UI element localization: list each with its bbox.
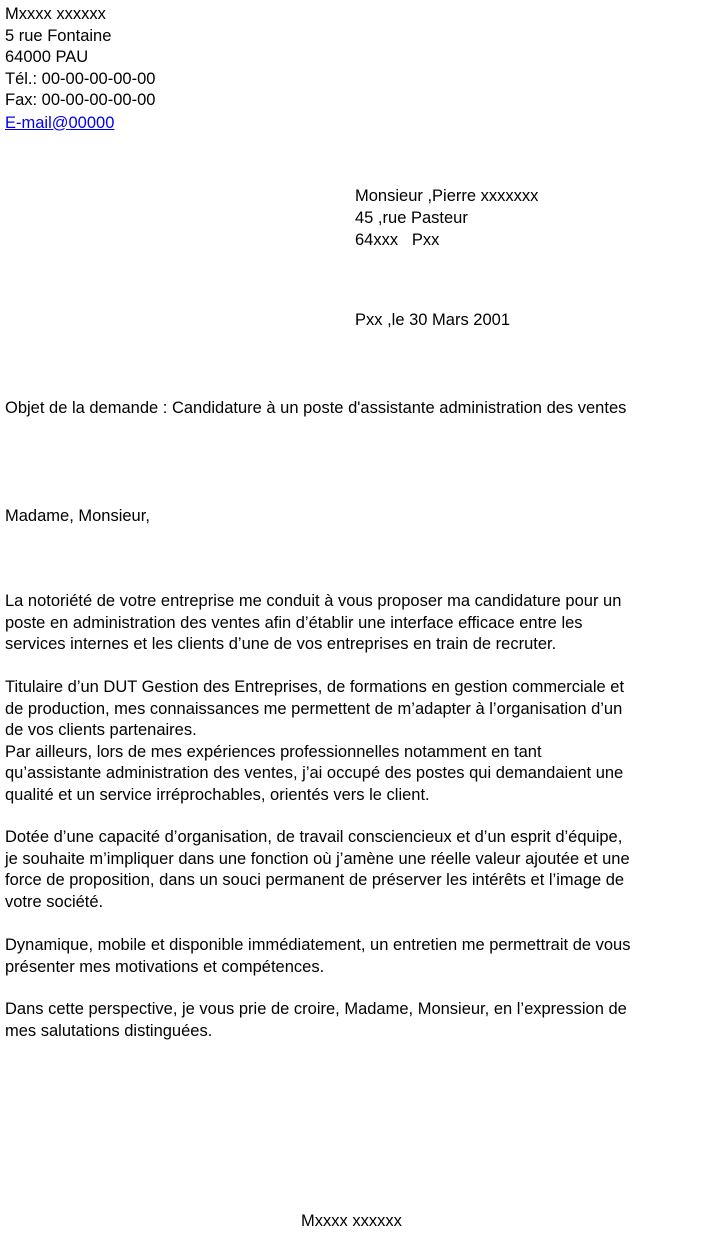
recipient-name: Monsieur ,Pierre xxxxxxx (355, 187, 539, 205)
paragraph-line: Dans cette perspective, je vous prie de croire, Madame, Monsieur, en l’expression de (5, 1000, 627, 1018)
paragraph-4 (5, 935, 716, 978)
paragraph-1 (5, 591, 716, 656)
paragraph-5 (5, 999, 716, 1042)
paragraph-line: Dynamique, mobile et disponible immédiatement, un entretien me permettrait de vous (5, 936, 631, 954)
sender-name: Mxxxx xxxxxx (5, 5, 106, 23)
paragraph-line: mes salutations distinguées. (5, 1021, 213, 1040)
paragraph-line: qualité et un service irréprochables, orientés vers le client. (5, 785, 430, 804)
place-date: Pxx ,le 30 Mars 2001 (355, 311, 510, 329)
signature: Mxxxx xxxxxx (301, 1212, 402, 1230)
paragraph-line: La notoriété de votre entreprise me conduit à vous proposer ma candidature pour un (5, 592, 622, 610)
paragraph-3 (5, 827, 716, 913)
sender-street: 5 rue Fontaine (5, 26, 112, 45)
sender-fax: Fax: 00-00-00-00-00 (5, 91, 156, 109)
paragraph-line: de production, mes connaissances me permettent de m’adapter à l’organisation d’un (5, 699, 623, 718)
sender-city: 64000 PAU (5, 48, 89, 66)
salutation: Madame, Monsieur, (5, 507, 150, 525)
paragraph-line: présenter mes motivations et compétences. (5, 957, 325, 976)
sender-phone: Tél.: 00-00-00-00-00 (5, 69, 156, 88)
paragraph-line: poste en administration des ventes afin d’établir une interface efficace entre les (5, 613, 583, 632)
paragraph-line: qu’assistante administration des ventes, j’ai occupé des postes qui demandaient une (5, 764, 624, 782)
paragraph-2 (5, 677, 716, 806)
paragraph-line: Par ailleurs, lors de mes expériences professionnelles notamment en tant (5, 742, 542, 761)
recipient-city: 64xxx Pxx (355, 231, 440, 249)
sender-email-link[interactable]: E-mail@00000 (5, 113, 115, 132)
recipient-street: 45 ,rue Pasteur (355, 208, 468, 227)
paragraph-line: votre société. (5, 892, 104, 911)
paragraph-line: Titulaire d’un DUT Gestion des Entreprises, de formations en gestion commerciale et (5, 678, 625, 696)
paragraph-line: services internes et les clients d’une de vos entreprises en train de recruter. (5, 635, 557, 653)
paragraph-line: Dotée d’une capacité d’organisation, de travail consciencieux et d’un esprit d’équipe, (5, 828, 623, 846)
paragraph-line: force de proposition, dans un souci permanent de préserver les intérêts et l’image de (5, 871, 625, 889)
paragraph-line: de vos clients partenaires. (5, 721, 197, 739)
subject-line: Objet de la demande : Candidature à un poste d'assistante administration des ventes (5, 399, 627, 417)
paragraph-line: je souhaite m’impliquer dans une fonction où j’amène une réelle valeur ajoutée et une (5, 849, 630, 868)
